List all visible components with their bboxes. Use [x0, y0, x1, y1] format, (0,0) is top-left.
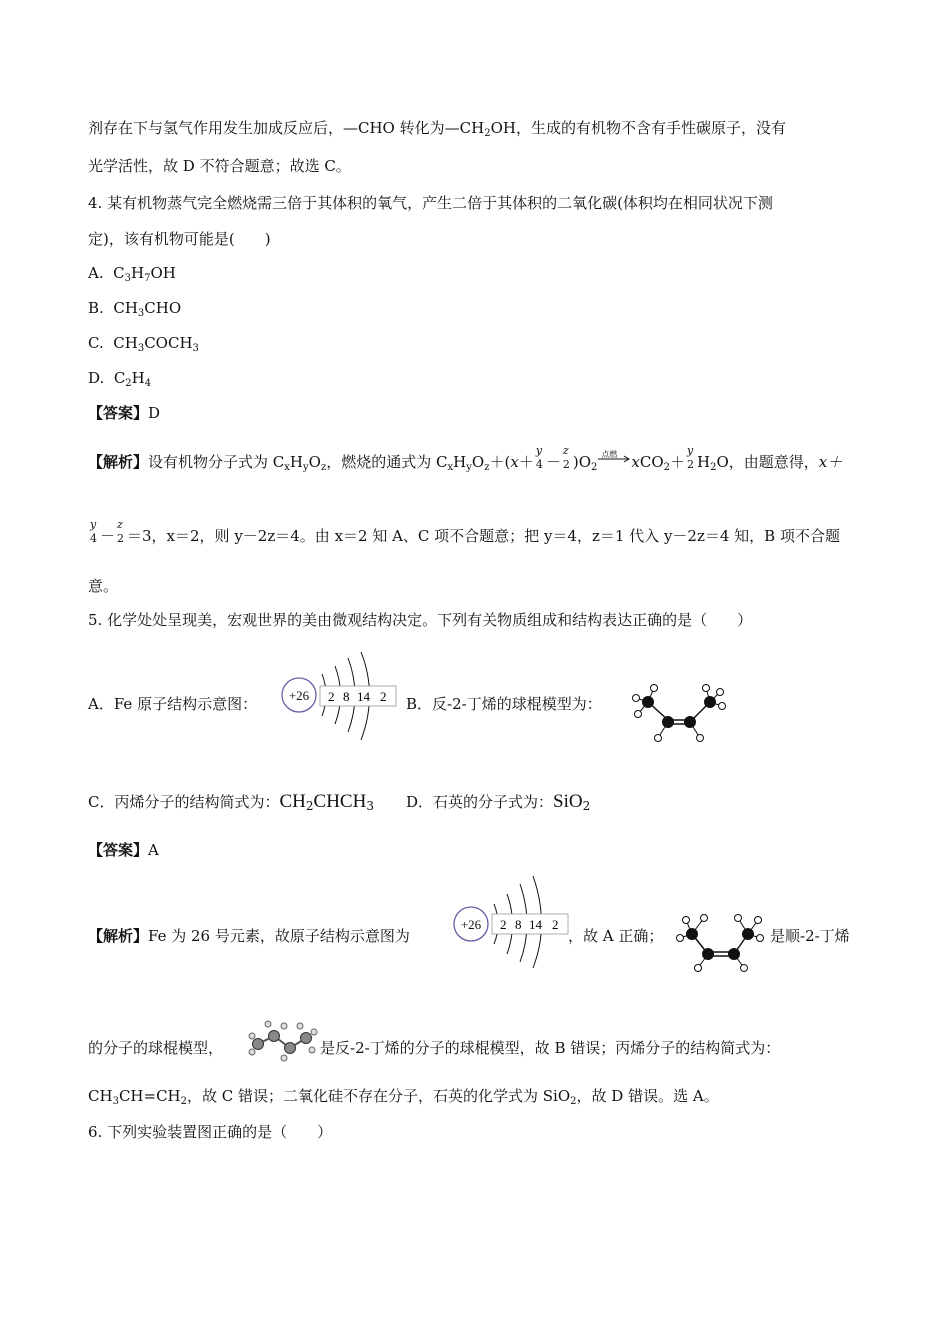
- fe-atom-diagram-a: [280, 652, 402, 748]
- fraction-y-over-4-b: y 4: [90, 518, 97, 545]
- q5-option-b: B．反-2-丁烯的球棍模型为：: [406, 695, 602, 713]
- shell-b-1: 2: [500, 917, 507, 932]
- nucleus-label: +26: [288, 688, 310, 703]
- q4-answer: 【答案】D: [88, 404, 161, 422]
- q4-analysis-line-3: 意。: [88, 577, 119, 595]
- trans-2-butene-model: [626, 676, 732, 746]
- q6-stem: 6. 下列实验装置图正确的是（ ）: [88, 1123, 333, 1141]
- shell-3: 14: [357, 689, 370, 704]
- intro-line-1: 剂存在下与氢气作用发生加成反应后，—CHO 转化为$—CH_2OH$，生成的有机物不含有手性碳原子，没有: [88, 119, 786, 139]
- q5-analysis-a-correct: ，故 A 正确；: [568, 927, 664, 945]
- q4-option-c: C. $CH_3COCH_3$: [88, 334, 199, 354]
- shell-4: 2: [380, 689, 387, 704]
- fe-atom-diagram-b: [452, 874, 574, 970]
- intro-line-2: 光学活性，故 D 不符合题意；故选 C。: [88, 157, 351, 175]
- trans-2-butene-small-model: [244, 1018, 318, 1064]
- q5-option-c: C．丙烯分子的结构简式为：$CH_2CHCH_3$: [88, 791, 374, 813]
- q5-answer: 【答案】A: [88, 841, 159, 859]
- shell-b-4: 2: [552, 917, 559, 932]
- q5-option-d: D．石英的分子式为：SiO$_2$: [406, 791, 591, 813]
- q4-option-a: A. $C_3H_7OH$: [88, 264, 176, 284]
- q5-stem: 5. 化学处处呈现美，宏观世界的美由微观结构决定。下列有关物质组成和结构表达正确的是（ ）: [88, 611, 753, 629]
- q5-analysis-line-1: 【解析】Fe 为 26 号元素，故原子结构示意图为: [88, 927, 410, 945]
- shell-2: 8: [343, 689, 350, 704]
- q5-option-a: A．Fe 原子结构示意图：: [88, 695, 258, 713]
- cis-2-butene-model: [672, 906, 770, 976]
- q4-analysis-line-1: 【解析】设有机物分子式为 $C_xH_yO_z$，燃烧的通式为 $C_xH_yO_z+(x+$ y 4 － z 2 )$O_2$ 点燃 xCO$_2$＋ y 2 $H_2O$，由题意得，x＋: [88, 444, 843, 473]
- q4-stem-line-2: 定)，该有机物可能是( ): [88, 230, 271, 248]
- fraction-z-over-2: z 2: [562, 444, 570, 471]
- shell-1: 2: [328, 689, 335, 704]
- shell-b-2: 8: [515, 917, 522, 932]
- q4-option-d: D. $C_2H_4$: [88, 369, 152, 389]
- fraction-y-over-4: y 4: [535, 444, 543, 471]
- nucleus-label-b: +26: [460, 917, 482, 932]
- q4-option-b: B. $CH_3CHO$: [88, 299, 182, 319]
- q5-analysis-line-2b: 是反-2-丁烯的分子的球棍模型，故 B 错误；丙烯分子的结构简式为：: [320, 1039, 781, 1057]
- q4-stem-line-1: 4. 某有机物蒸气完全燃烧需三倍于其体积的氧气，产生二倍于其体积的二氧化碳(体积均在相同状况下测: [88, 194, 773, 212]
- q5-analysis-cis: 是顺-2-丁烯: [770, 927, 850, 945]
- reaction-arrow: 点燃: [597, 453, 631, 467]
- shell-b-3: 14: [529, 917, 542, 932]
- q4-analysis-line-2: y 4 － z 2 ＝3，x＝2，则 y－2z＝4。由 x＝2 知 A、C 项不合题意；把 y＝4，z＝1 代入 y－2z＝4 知，B 项不合题: [90, 518, 840, 545]
- q5-analysis-line-2a: 的分子的球棍模型，: [88, 1039, 224, 1057]
- fraction-y-over-2: y 2: [687, 444, 695, 471]
- fraction-z-over-2-b: z 2: [117, 518, 125, 545]
- q5-analysis-line-3: $CH_3CH=CH_2$，故 C 错误；二氧化硅不存在分子，石英的化学式为 SiO$_2$，故 D 错误。选 A。: [88, 1087, 719, 1107]
